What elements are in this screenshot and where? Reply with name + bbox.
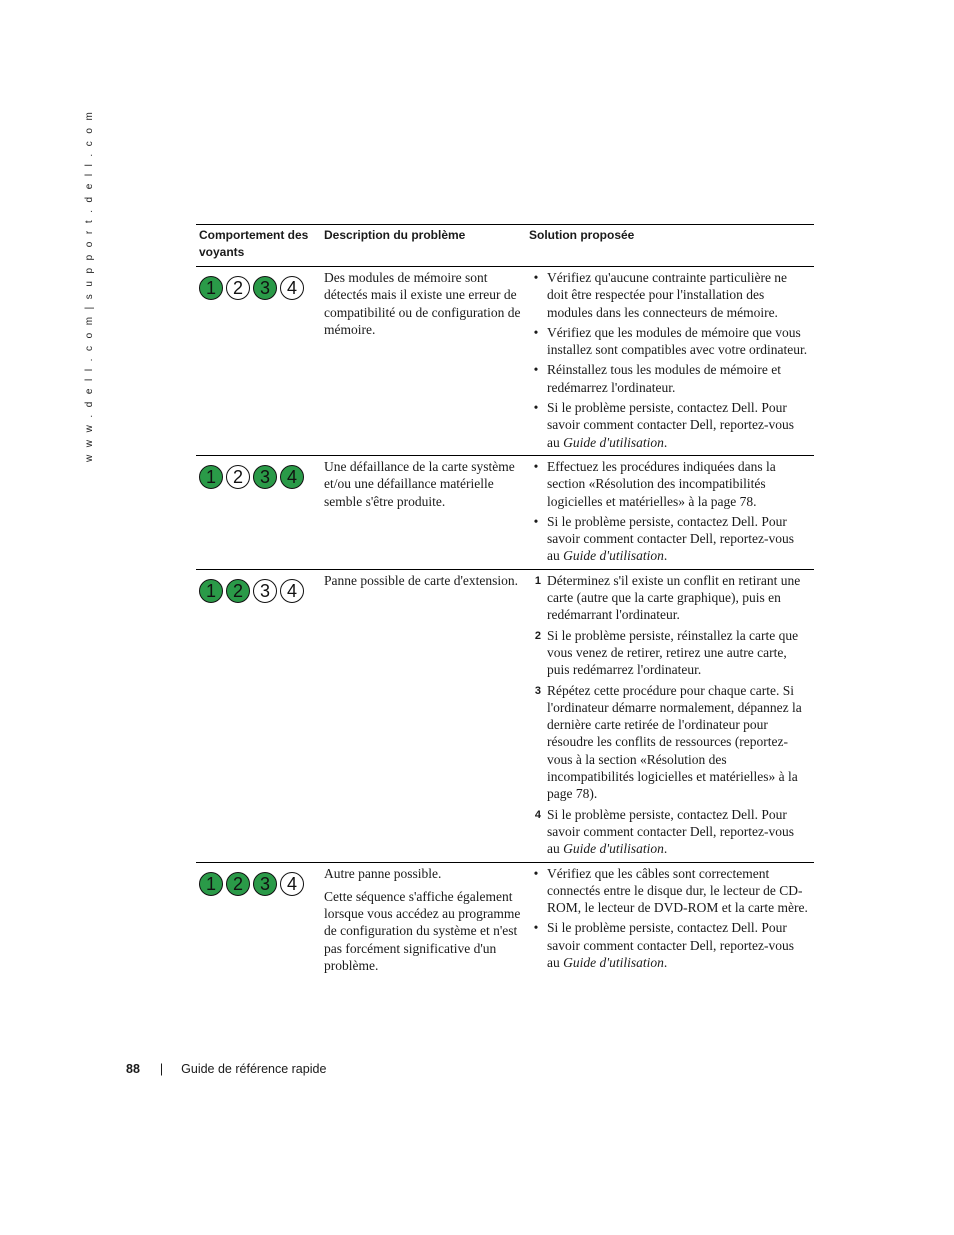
solution-bullet-list [529,269,809,451]
solution-text: Si le problème persiste, réinstallez la carte que vous venez de retirer, retirez une autre carte, puis redémarrez l'ordinateur. [547,627,799,678]
side-url: w w w . d e l l . c o m | s u p p o r t . d e l l . c o m [84,109,95,462]
page-number: 88 [126,1062,140,1076]
diagnostic-lights [199,572,316,603]
list-item [529,919,809,971]
header-problem-description: Description du problème [321,225,526,267]
diagnostic-light-2-off: 2 [226,276,250,300]
diagnostic-light-3-on: 3 [253,872,277,896]
diagnostic-lights [199,865,316,896]
diagnostic-lights [199,269,316,300]
list-item [529,399,809,451]
problem-description-text: Des modules de mémoire sont détectés mais il existe une erreur de compatibilité ou de configuration de mémoire. [324,270,521,337]
diagnostic-light-3-on: 3 [253,465,277,489]
guide-reference: Guide d'utilisation [563,841,664,857]
diagnostic-lights [199,458,316,489]
diagnostic-light-1-on: 1 [199,872,223,896]
problem-description-text: Cette séquence s'affiche également lorsque vous accédez au programme de configuration du système et n'est pas forcément significative d'un problème. [324,888,521,973]
light-pattern-cell [196,569,321,862]
table-row [196,862,814,984]
problem-description-text: Panne possible de carte d'extension. [324,572,519,588]
diagnostic-light-4-off: 4 [280,579,304,603]
header-light-behavior: Comportement des voyants [196,225,321,267]
diagnostic-light-2-on: 2 [226,579,250,603]
solution-text-end: . [663,841,668,857]
solution-text: Déterminez s'il existe un conflit en retirant une carte (autre que la carte graphique), puis en redémarrant l'ordinateur. [547,572,801,623]
light-pattern-cell [196,862,321,984]
solution-text: Réinstallez tous les modules de mémoire et redémarrez l'ordinateur. [547,362,781,395]
table-row [196,455,814,569]
problem-description-cell [321,862,526,984]
bullet-marker: • [533,865,539,881]
diagnostic-lights-table [196,224,814,984]
diagnostic-light-4-off: 4 [280,276,304,300]
solution-text: Si le problème persiste, contactez Dell. Pour savoir comment contacter Dell, reportez-vous au [547,513,795,564]
solution-text-end: . [663,434,668,450]
footer-title: Guide de référence rapide [181,1062,327,1076]
list-item [529,627,809,679]
step-number: 3 [534,684,541,697]
problem-description-text: Une défaillance de la carte système et/ou une défaillance matérielle semble s'être produite. [324,458,515,509]
bullet-marker: • [533,270,539,285]
diagnostic-light-2-on: 2 [226,872,250,896]
guide-reference: Guide d'utilisation [563,954,664,970]
solution-text: Répétez cette procédure pour chaque carte. Si l'ordinateur démarre normalement, dépannez la dernière carte retirée de l'ordinateur pour résoudre les conflits de ressources (reportez-vous à la section «Résolution des incompatibilités logicielles et matérielles» à la page 78). [547,682,802,802]
solution-text-end: . [663,954,668,970]
bullet-marker: • [533,400,539,416]
list-item [529,269,809,321]
table-row [196,569,814,862]
solution-bullet-list [529,458,809,565]
diagnostic-light-4-off: 4 [280,872,304,896]
table-header-row [196,225,814,267]
light-pattern-cell [196,267,321,456]
footer-separator: | [159,1062,164,1076]
header-proposed-solution: Solution proposée [526,225,814,267]
list-item [529,806,809,858]
table-body [196,267,814,985]
list-item [529,361,809,396]
diagnostic-light-1-on: 1 [199,465,223,489]
diagnostic-light-2-off: 2 [226,465,250,489]
proposed-solution-cell [526,455,814,569]
problem-description-cell [321,455,526,569]
solution-steps-list [529,572,809,858]
list-item [529,572,809,624]
problem-description-cell [321,267,526,456]
list-item [529,513,809,565]
table-row [196,267,814,456]
bullet-marker: • [533,362,539,378]
list-item [529,324,809,359]
proposed-solution-cell [526,862,814,984]
solution-text: Si le problème persiste, contactez Dell. Pour savoir comment contacter Dell, reportez-vous au [547,806,795,857]
diagnostic-light-1-on: 1 [199,276,223,300]
diagnostic-light-3-on: 3 [253,276,277,300]
bullet-marker: • [533,513,539,529]
page-footer [126,1062,326,1076]
solution-text-end: . [663,548,668,564]
diagnostic-light-3-off: 3 [253,579,277,603]
step-number: 1 [534,574,541,587]
solution-text: Vérifiez que les modules de mémoire que vous installez sont compatibles avec votre ordinateur. [547,324,808,358]
solution-text: Si le problème persiste, contactez Dell. Pour savoir comment contacter Dell, reportez-vous au [547,920,795,970]
step-number: 4 [534,808,541,821]
guide-reference: Guide d'utilisation [563,548,664,564]
step-number: 2 [534,629,541,642]
guide-reference: Guide d'utilisation [563,434,664,450]
list-item [529,865,809,917]
light-pattern-cell [196,455,321,569]
bullet-marker: • [533,920,539,936]
problem-description-text: Autre panne possible. [324,865,442,881]
solution-bullet-list [529,865,809,972]
proposed-solution-cell [526,569,814,862]
diagnostic-light-1-on: 1 [199,579,223,603]
solution-text: Vérifiez qu'aucune contrainte particulière ne doit être respectée pour l'installation des modules dans les connecteurs de mémoire. [547,270,788,320]
solution-text: Effectuez les procédures indiquées dans la section «Résolution des incompatibilités logicielles et matérielles» à la page 78. [547,458,776,509]
solution-text: Vérifiez que les câbles sont correctement connectés entre le disque dur, le lecteur de CD-ROM, le lecteur de DVD-ROM et la carte mère. [547,865,808,916]
solution-text: Si le problème persiste, contactez Dell. Pour savoir comment contacter Dell, reportez-vous au [547,400,795,450]
diagnostic-light-4-on: 4 [280,465,304,489]
bullet-marker: • [533,324,539,340]
proposed-solution-cell [526,267,814,456]
list-item [529,458,809,510]
problem-description-cell [321,569,526,862]
bullet-marker: • [533,458,539,474]
list-item [529,682,809,803]
